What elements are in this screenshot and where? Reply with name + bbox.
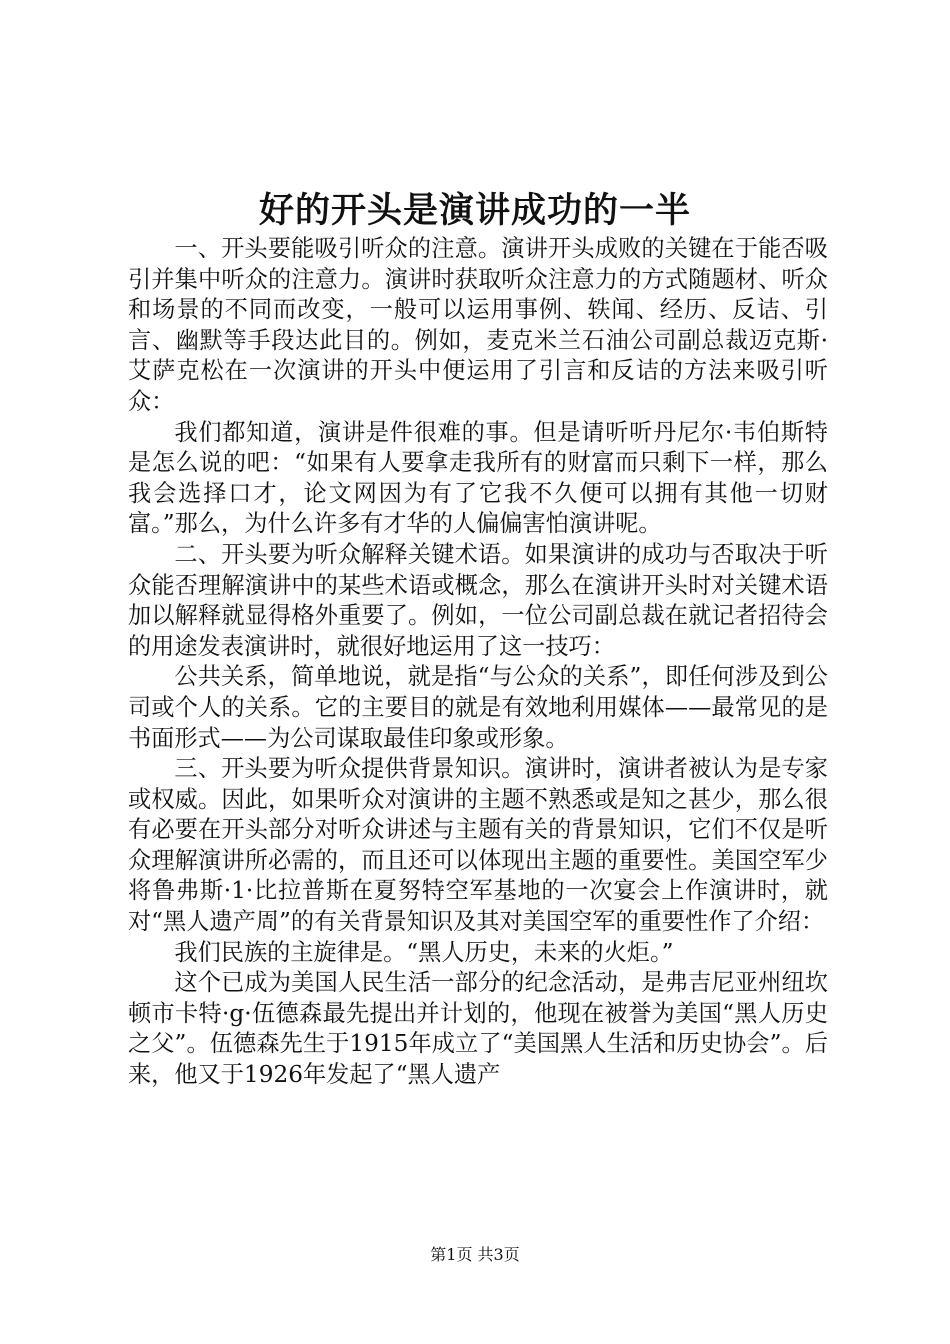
paragraph-6: 我们民族的主旋律是。“黑人历史，未来的火炬。”	[174, 938, 674, 966]
page-number-footer: 第1页 共3页	[430, 1245, 520, 1264]
paragraph-4: 公共关系，简单地说，就是指“与公众的关系”，即任何涉及到公司或个人的关系。它的主要目的就是有效地利用媒体——最常见的是书面形式——为公司谋取最佳印象或形象。	[128, 663, 828, 752]
paragraph-1: 一、开头要能吸引听众的注意。演讲开头成败的关键在于能否吸引并集中听众的注意力。演讲时获取听众注意力的方式随题材、听众和场景的不同而改变，一般可以运用事例、轶闻、经历、反诘、引言、幽默等手段达此目的。例如，麦克米兰石油公司副总裁迈克斯·艾萨克松在一次演讲的开头中便运用了引言和反诘的方法来吸引听众：	[128, 235, 828, 415]
paragraph-5: 三、开头要为听众提供背景知识。演讲时，演讲者被认为是专家或权威。因此，如果听众对演讲的主题不熟悉或是知之甚少，那么很有必要在开头部分对听众讲述与主题有关的背景知识，它们不仅是听众理解演讲所必需的，而且还可以体现出主题的重要性。美国空军少将鲁弗斯·1·比拉普斯在夏努特空军基地的一次宴会上作演讲时，就对“黑人遗产周”的有关背景知识及其对美国空军的重要性作了介绍：	[128, 755, 828, 936]
paragraph-2: 我们都知道，演讲是件很难的事。但是请听听丹尼尔·韦伯斯特是怎么说的吧：“如果有人要拿走我所有的财富而只剩下一样，那么我会选择口才，论文网因为有了它我不久便可以拥有其他一切财富。”那么，为什么许多有才华的人偏偏害怕演讲呢。	[128, 418, 828, 538]
document-body	[128, 234, 828, 1091]
document-title: 好的开头是演讲成功的一半	[258, 190, 691, 231]
paragraph-3: 二、开头要为听众解释关键术语。如果演讲的成功与否取决于听众能否理解演讲中的某些术语或概念，那么在演讲开头时对关键术语加以解释就显得格外重要了。例如，一位公司副总裁在就记者招待会的用途发表演讲时，就很好地运用了这一技巧：	[128, 540, 828, 660]
paragraph-7: 这个已成为美国人民生活一部分的纪念活动，是弗吉尼亚州纽坎顿市卡特·g·伍德森最先提出并计划的，他现在被誉为美国“黑人历史之父”。伍德森先生于1915年成立了“美国黑人生活和历史协会”。后来，他又于1926年发起了“黑人遗产	[128, 969, 828, 1089]
